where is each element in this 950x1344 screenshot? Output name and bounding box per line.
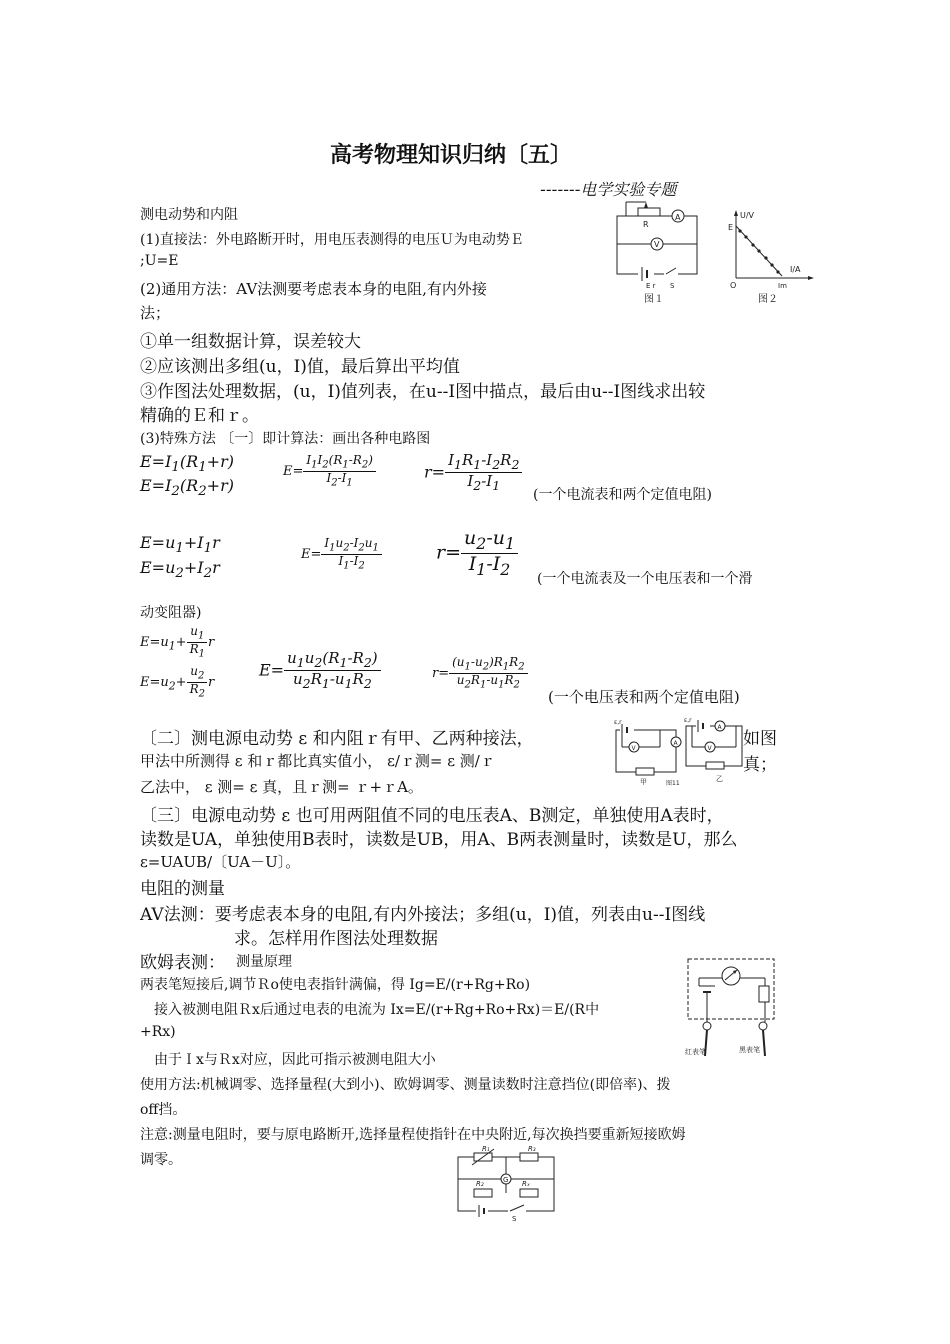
formula-e-i2: $E=I_2(R_2+r)$ xyxy=(140,476,234,500)
svg-text:图11: 图11 xyxy=(666,780,680,787)
svg-text:A: A xyxy=(717,724,722,731)
usage-line1: 使用方法:机械调零、选择量程(大到小)、欧姆调零、测量读数时注意挡位(即倍率)、拨 xyxy=(140,1077,671,1093)
section2-line1-tail: 如图 xyxy=(743,729,777,749)
formula-r-solution-1: r= $\frac{I_1R_1-I_2R_2}{I_2-I_1}$ xyxy=(424,452,522,494)
formula-e-u1-r1: $E=u_1+$ $\frac{u_1}{R_1}$ r xyxy=(140,624,215,660)
svg-text:甲: 甲 xyxy=(640,778,647,786)
av-method-line1: AV法测：要考虑表本身的电阻,有内外接法；多组(u，I)值，列表由u--I图线 xyxy=(140,905,706,925)
svg-text:V: V xyxy=(654,240,660,249)
section-heading-resistance: 电阻的测量 xyxy=(140,879,225,899)
svg-text:S: S xyxy=(512,1215,517,1223)
formula-r-solution-2: r= $\frac{u_2-u_1}{I_1-I_2}$ xyxy=(436,528,518,579)
svg-text:V: V xyxy=(707,745,712,752)
section2-line2-tail: 真； xyxy=(743,755,777,775)
figure-1-circuit xyxy=(612,196,702,308)
note-line1: 注意:测量电阻时，要与原电路断开,选择量程使指针在中央附近,每次换挡要重新短接欧姆 xyxy=(140,1127,686,1143)
svg-text:黑表笔: 黑表笔 xyxy=(739,1046,760,1054)
svg-text:V: V xyxy=(631,745,636,752)
usage-line2: off挡。 xyxy=(140,1102,187,1118)
note-line2: 调零。 xyxy=(140,1152,182,1168)
figure-2-label: 图２ xyxy=(758,294,778,305)
formula-e-u2-r2: $E=u_2+$ $\frac{u_2}{R_2}$ r xyxy=(140,664,215,700)
note-one-voltmeter-two-resistors: (一个电压表和两个定值电阻) xyxy=(548,688,740,706)
formula-e-solution-3: E= $\frac{u_1u_2(R_1-R_2)}{u_2R_1-u_1R_2}$ xyxy=(259,650,381,692)
direct-method-line2: ;U=E xyxy=(140,253,179,269)
note-one-ammeter-two-resistors: (一个电流表和两个定值电阻) xyxy=(533,487,712,503)
section2-line3: 乙法中， ε 测= ε 真，且ｒ测= ｒ+ｒA。 xyxy=(140,778,423,796)
ohmmeter-line2: 接入被测电阻Ｒx后通过电表的电流为 Ix=E/(r+Rg+Ro+Rx)＝E/(R中 xyxy=(154,1002,600,1018)
bridge-circuit xyxy=(452,1143,562,1223)
formula-e-solution-2: E= $\frac{I_1u_2-I_2u_1}{I_1-I_2}$ xyxy=(301,537,382,572)
formula-e-u1: $E=u_1+I_1r$ xyxy=(140,533,220,557)
section2-line2: 甲法中所测得 ε 和ｒ都比真实值小， ε/ｒ测= ε 测/ｒ xyxy=(140,752,495,770)
list-item-3-line2: 精确的Ｅ和ｒ。 xyxy=(140,406,259,426)
ohmmeter-principle: 测量原理 xyxy=(236,954,292,970)
section2-line1: 〔二〕测电源电动势 ε 和内阻ｒ有甲、乙两种接法， xyxy=(140,729,534,749)
direct-method-line1: (1)直接法：外电路断开时，用电压表测得的电压Ｕ为电动势Ｅ xyxy=(140,232,524,248)
svg-text:U/V: U/V xyxy=(740,211,755,220)
svg-text:红表笔: 红表笔 xyxy=(685,1048,706,1056)
svg-text:R₃: R₃ xyxy=(528,1145,536,1153)
svg-text:A: A xyxy=(673,740,678,747)
ohmmeter-line1: 两表笔短接后,调节Ｒo使电表指针满偏，得 Ig=E/(r+Rg+Ro) xyxy=(140,977,531,993)
page-title: 高考物理知识归纳〔五〕 xyxy=(330,143,573,168)
formula-r-solution-3: r= $\frac{(u_1-u_2)R_1R_2}{u_2R_1-u_1R_2}$ xyxy=(432,656,528,691)
list-item-2: ②应该测出多组(u，I)值，最后算出平均值 xyxy=(140,357,460,377)
formula-e-i1: $E=I_1(R_1+r)$ xyxy=(140,452,234,476)
section-heading-emf: 测电动势和内阻 xyxy=(140,207,238,223)
svg-text:R₁: R₁ xyxy=(482,1145,490,1153)
svg-text:E: E xyxy=(728,223,734,232)
svg-text:ε,r: ε,r xyxy=(614,719,622,726)
svg-text:乙: 乙 xyxy=(716,775,723,783)
ohmmeter-line4: 由于Ｉx与Ｒx对应，因此可指示被测电阻大小 xyxy=(154,1052,436,1068)
svg-text:Im: Im xyxy=(778,282,787,290)
svg-text:ε,r: ε,r xyxy=(684,718,692,724)
svg-text:O: O xyxy=(730,281,737,290)
formula-e-solution-1: E= $\frac{I_1I_2(R_1-R_2)}{I_2-I_1}$ xyxy=(283,454,376,489)
svg-text:E r: E r xyxy=(646,282,656,290)
svg-text:G: G xyxy=(503,1176,509,1184)
ohmmeter-circuit xyxy=(685,956,780,1064)
svg-text:A: A xyxy=(675,213,681,222)
svg-text:R: R xyxy=(643,220,649,229)
svg-text:R₂: R₂ xyxy=(476,1180,484,1188)
figure-1-label: 图１ xyxy=(644,294,664,305)
ohmmeter-line3: +Rx) xyxy=(140,1024,176,1040)
page-subtitle: -------电学实验专题 xyxy=(540,180,677,199)
special-method: (3)特殊方法 〔一〕即计算法：画出各种电路图 xyxy=(140,431,431,447)
figure-2-graph xyxy=(720,206,820,308)
ohmmeter-heading: 欧姆表测： xyxy=(140,953,225,973)
svg-text:S: S xyxy=(670,282,675,290)
av-method-line2: 求。怎样用作图法处理数据 xyxy=(234,929,438,949)
section3-line1: 〔三〕电源电动势 ε 也可用两阻值不同的电压表A、B测定，单独使用A表时， xyxy=(140,806,724,826)
general-method-line1: (2)通用方法：AV法测要考虑表本身的电阻,有内外接 xyxy=(140,280,487,298)
svg-text:I/A: I/A xyxy=(790,265,801,274)
note-ammeter-voltmeter-rheostat: (一个电流表及一个电压表和一个滑 xyxy=(537,571,753,587)
general-method-line2: 法； xyxy=(140,304,171,322)
svg-text:Rₓ: Rₓ xyxy=(522,1180,530,1188)
formula-e-u2: $E=u_2+I_2r$ xyxy=(140,558,220,582)
list-item-3-line1: ③作图法处理数据，(u，I)值列表，在u--I图中描点，最后由u--I图线求出较 xyxy=(140,382,706,402)
section3-line2: 读数是UA，单独使用B表时，读数是UB，用A、B两表测量时，读数是U，那么 xyxy=(140,830,738,850)
list-item-1: ①单一组数据计算，误差较大 xyxy=(140,332,361,352)
note-ammeter-voltmeter-rheostat-cont: 动变阻器) xyxy=(140,605,202,621)
section3-line3: ε=UAUB/〔UA－U〕。 xyxy=(140,853,301,871)
figure-11-circuits xyxy=(610,718,745,790)
